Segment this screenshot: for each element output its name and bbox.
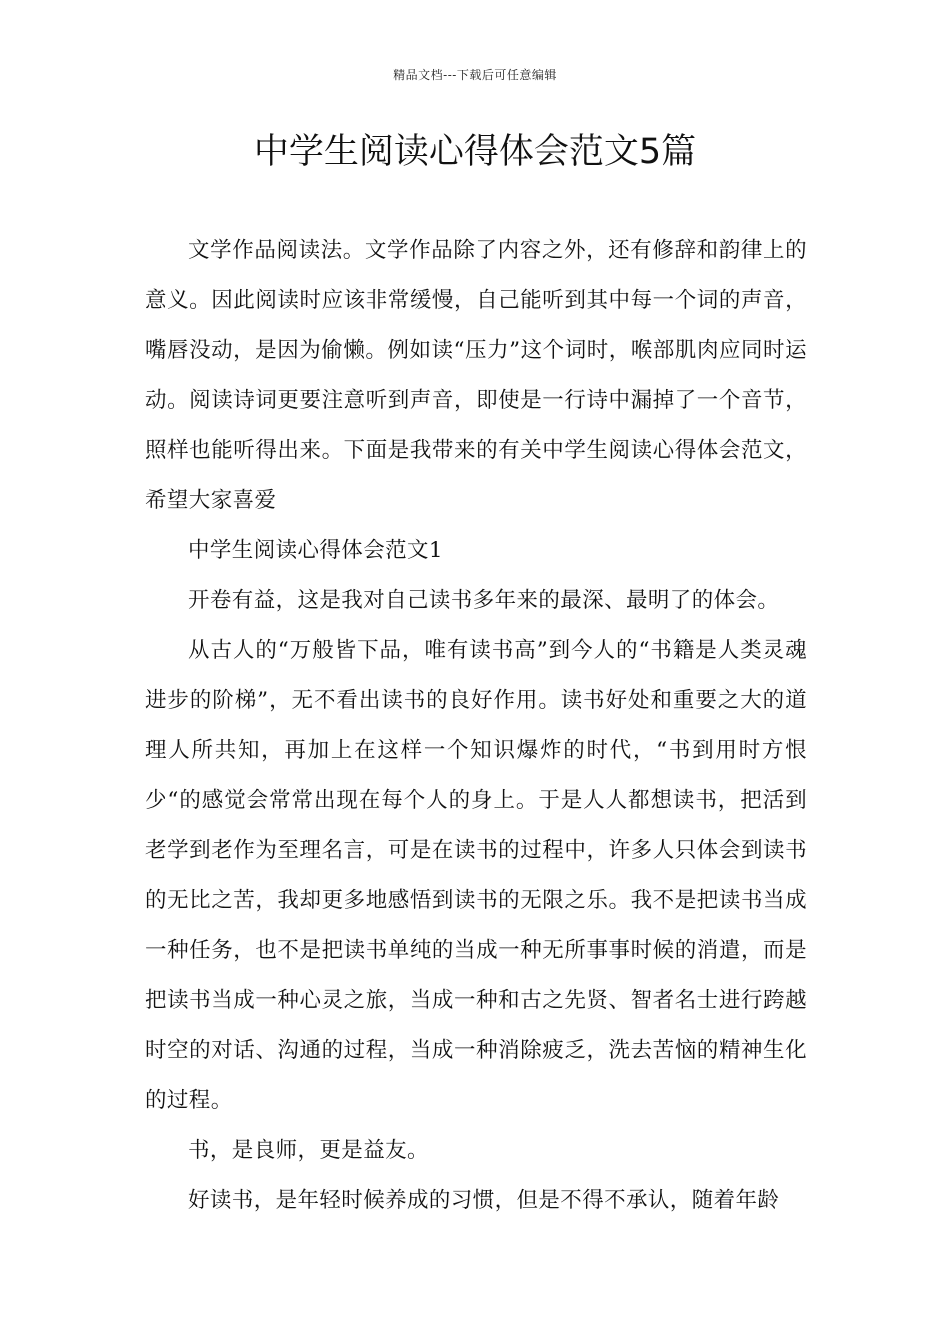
body-paragraph: 开卷有益，这是我对自己读书多年来的最深、最明了的体会。 [188, 588, 780, 613]
body-paragraph: 从古人的“万般皆下品，唯有读书高”到今人的“书籍是人类灵魂进步的阶梯”，无不看出读书的良好作用。读书好处和重要之大的道理人所共知，再加上在这样一个知识爆炸的时代，“书到用时方恨少“的感觉会常常出现在每个人的身上。于是人人都想读书，把活到老学到老作为至理名言，可是在读书的过程中，许多人只体会到读书的无比之苦，我却更多地感悟到读书的无限之乐。我不是把读书当成一种任务，也不是把读书单纯的当成一种无所事事时候的消遣，而是把读书当成一种心灵之旅，当成一种和古之先贤、智者名士进行跨越时空的对话、沟通的过程，当成一种消除疲乏，洗去苦恼的精神生化的过程。 [145, 638, 807, 1113]
intro-paragraph: 文学作品阅读法。文学作品除了内容之外，还有修辞和韵律上的意义。因此阅读时应该非常缓慢，自己能听到其中每一个词的声音，嘴唇没动，是因为偷懒。例如读“压力”这个词时，喉部肌肉应同时运动。阅读诗词更要注意听到声音，即使是一行诗中漏掉了一个音节，照样也能听得出来。下面是我带来的有关中学生阅读心得体会范文，希望大家喜爱 [145, 238, 807, 513]
body-paragraph: 书，是良师，更是益友。 [188, 1138, 429, 1163]
document-body [145, 226, 807, 1226]
document-title: 中学生阅读心得体会范文5篇 [253, 132, 697, 172]
body-paragraph: 好读书，是年轻时候养成的习惯，但是不得不承认，随着年龄 [188, 1188, 780, 1213]
header-note: 精品文档---下载后可任意编辑 [393, 68, 557, 82]
section-heading: 中学生阅读心得体会范文1 [188, 538, 443, 563]
